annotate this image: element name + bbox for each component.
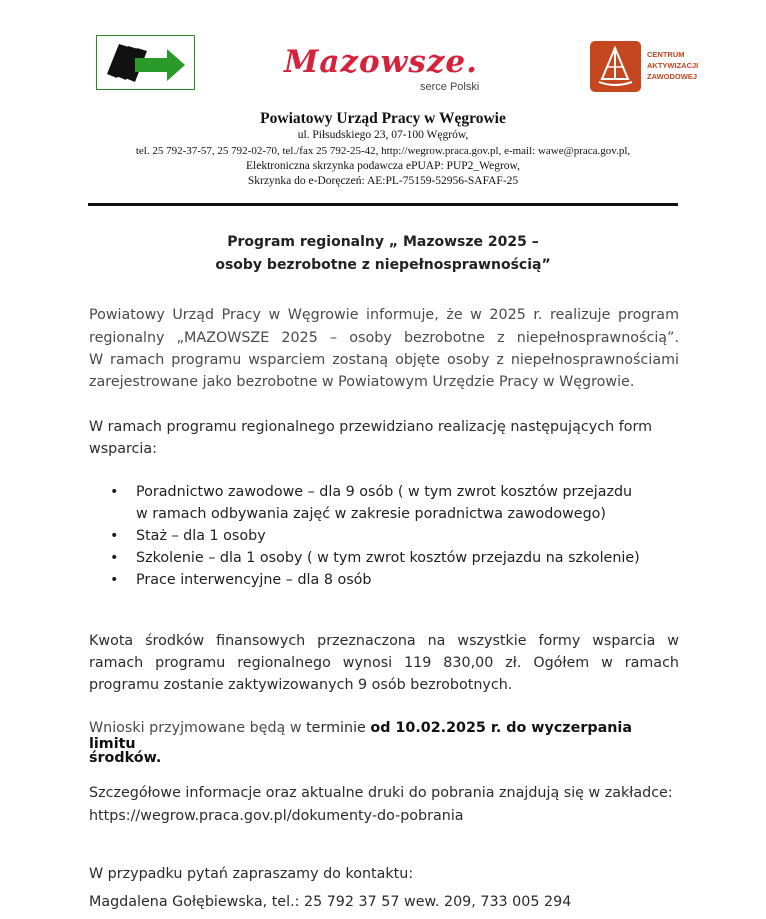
contact-person: Magdalena Gołębiewska, tel.: 25 792 37 57 wew. 209, 733 005 294: [89, 894, 572, 910]
org-epuap: Elektroniczna skrzynka podawcza ePUAP: PUP2_Wegrow,: [246, 160, 520, 172]
list-item: • Prace interwencyjne – dla 8 osób: [110, 569, 680, 591]
header-divider: [88, 203, 678, 206]
list-item: • Szkolenie – dla 1 osoby ( w tym zwrot kosztów przejazdu na szkolenie): [110, 547, 680, 569]
org-name: Powiatowy Urząd Pracy w Węgrowie: [260, 110, 506, 127]
org-contact: tel. 25 792-37-57, 25 792-02-70, tel./fax 25 792-25-42, http://wegrow.praca.gov.pl, e-mail: wawe@praca.gov.pl,: [135, 145, 631, 157]
org-address: ul. Piłsudskiego 23, 07-100 Węgrów,: [297, 129, 469, 141]
mazowsze-logo-tagline: serce Polski: [420, 81, 480, 93]
mazowsze-logo-text: Mazowsze.: [284, 44, 478, 80]
cav-logo-text: CENTRUM AKTYWIZACJI ZAWODOWEJ: [647, 50, 699, 81]
document-title-line-2: osoby bezrobotne z niepełnosprawnością”: [215, 257, 551, 273]
arrow-logo-icon: [96, 35, 195, 90]
mazowsze-logo: [284, 44, 494, 102]
support-forms-list: [110, 481, 680, 591]
list-item: • Poradnictwo zawodowe – dla 9 osób ( w tym zwrot kosztów przejazdu w ramach odbywania zajęć w zakresie poradnictwa zawodowego): [110, 481, 680, 525]
sailboat-icon: [590, 41, 641, 92]
org-edoreczenia: Skrzynka do e-Doręczeń: AE:PL-75159-52956-SAFAF-25: [247, 175, 519, 187]
list-item: • Staż – dla 1 osoby: [110, 525, 680, 547]
letterhead: [0, 0, 766, 110]
cav-logo: [590, 40, 720, 95]
document-title-line-1: Program regionalny „ Mazowsze 2025 –: [227, 234, 539, 250]
downloads-link[interactable]: https://wegrow.praca.gov.pl/dokumenty-do-pobrania: [89, 808, 464, 824]
